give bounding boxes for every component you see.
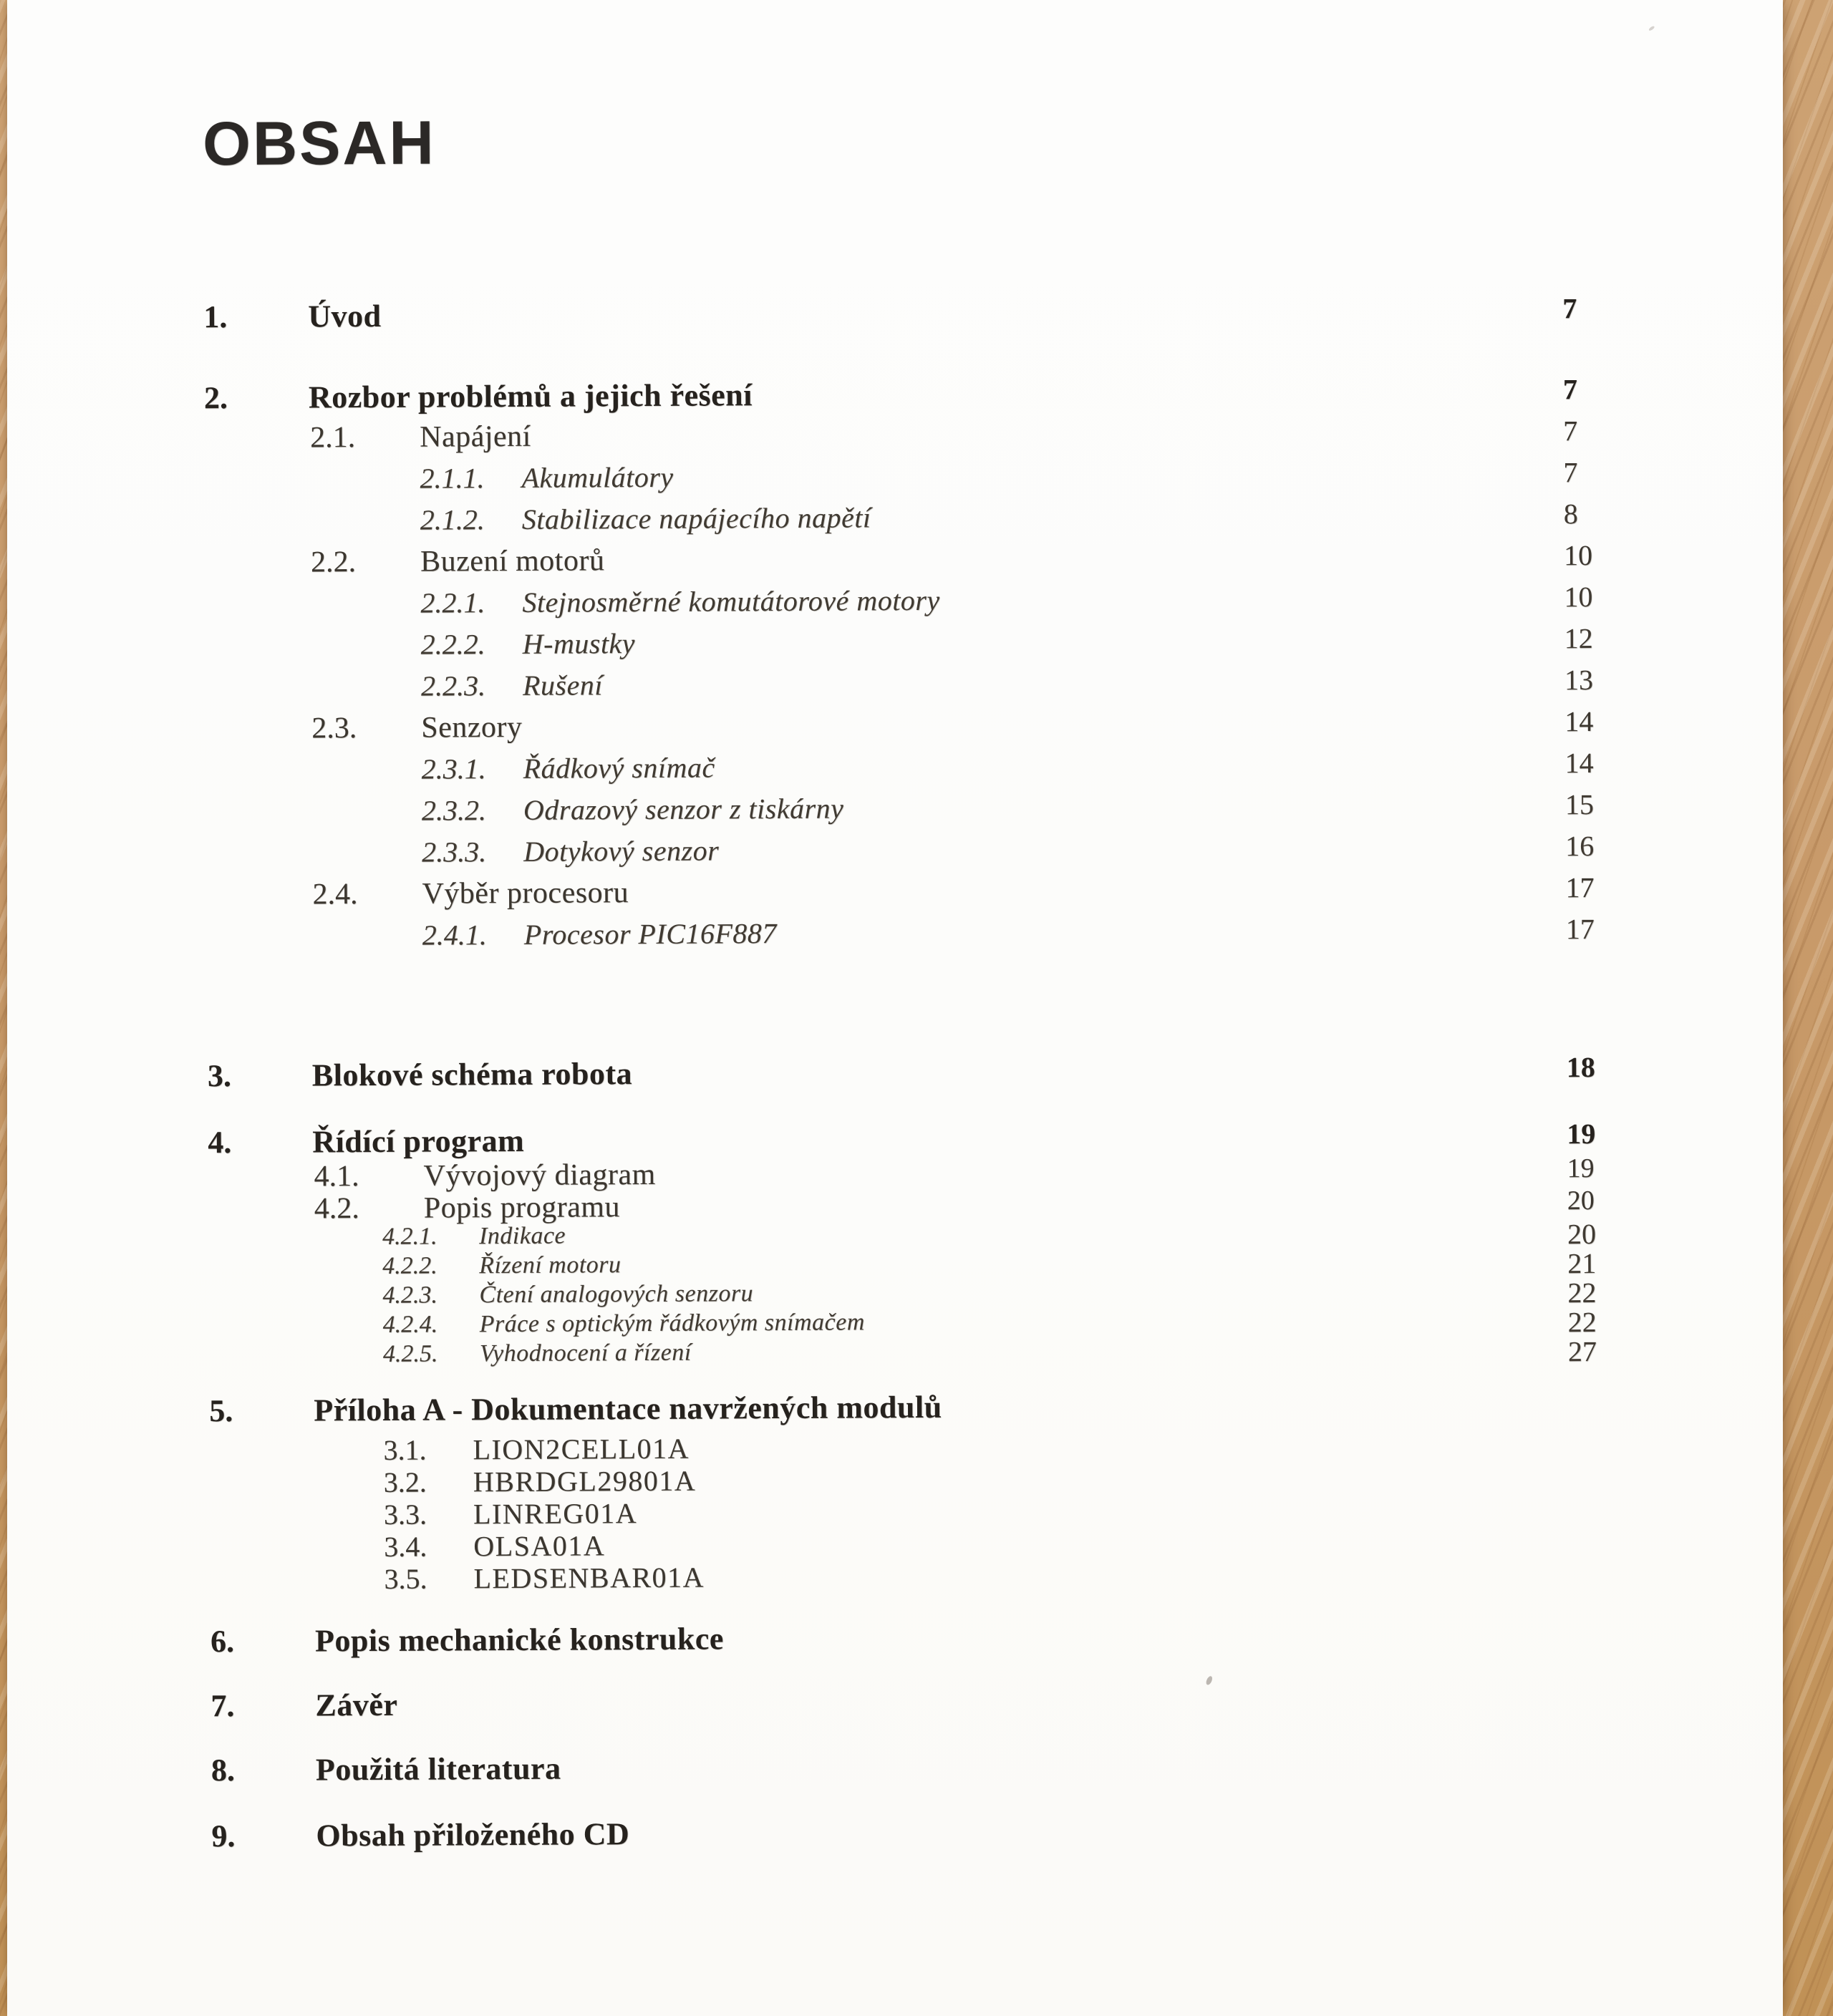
toc-entry-label: Stejnosměrné komutátorové motory (522, 583, 940, 619)
toc-entry-page: 17 (1565, 913, 1595, 946)
toc-entry-number: 2.2.3. (420, 669, 486, 702)
toc-entry-page: 10 (1564, 581, 1593, 614)
toc-entry-page: 14 (1564, 705, 1594, 738)
toc-entry-number: 8. (211, 1753, 236, 1788)
toc-entry-number: 9. (211, 1818, 236, 1854)
toc-entry-number: 5. (209, 1393, 233, 1429)
toc-entry-label: Závěr (315, 1687, 398, 1723)
toc-entry-label: Akumulátory (521, 460, 674, 494)
toc-entry-label: Blokové schéma robota (311, 1056, 633, 1093)
toc-entry-label: Senzory (421, 710, 523, 745)
toc-entry-page: 20 (1567, 1186, 1595, 1216)
toc-entry-label: Dotykový senzor (523, 834, 720, 868)
toc-entry-page: 8 (1563, 498, 1578, 530)
toc-entry-page: 27 (1567, 1335, 1597, 1368)
toc-entry-label: Použitá literatura (315, 1750, 561, 1788)
toc-entry-label: Příloha A - Dokumentace navržených modulů (314, 1389, 942, 1428)
toc-entry-page: 19 (1567, 1153, 1595, 1184)
toc-entry-number: 2.2.1. (420, 586, 485, 619)
toc-entry-label: Práce s optickým řádkovým snímačem (479, 1309, 865, 1338)
toc-entry-label: Napájení (420, 420, 531, 454)
toc-entry-page: 7 (1562, 292, 1577, 325)
toc-entry-label: Indikace (478, 1222, 566, 1250)
toc-entry-number: 3.3. (383, 1498, 427, 1531)
toc-entry-label: LION2CELL01A (473, 1432, 690, 1466)
toc-entry-number: 3.5. (384, 1562, 427, 1595)
toc-entry-number: 2.2. (310, 546, 357, 579)
page-title: OBSAH (202, 108, 436, 179)
toc-entry-label: Popis mechanické konstrukce (314, 1621, 724, 1659)
toc-entry-number: 2.4.1. (422, 919, 487, 951)
toc-entry-page: 14 (1564, 747, 1594, 780)
toc-entry-label: Rozbor problémů a jejich řešení (308, 377, 753, 415)
toc-entry-page: 7 (1563, 456, 1578, 489)
toc-entry-number: 3.4. (384, 1530, 427, 1563)
toc-entry-page: 10 (1563, 539, 1593, 572)
toc-entry (13, 1050, 1789, 1100)
toc-entry-label: Obsah přiloženého CD (316, 1816, 630, 1853)
toc-entry-number: 2. (203, 380, 228, 416)
toc-entry-number: 4. (208, 1125, 232, 1160)
toc-entry-label: Řídící program (312, 1123, 525, 1160)
toc-entry-number: 4.2.3. (382, 1281, 438, 1309)
toc-entry-number: 4.1. (314, 1160, 359, 1193)
toc-entry-number: 3.2. (383, 1465, 427, 1498)
toc-entry-label: Výběr procesoru (422, 876, 629, 911)
toc-entry-label: Odrazový senzor z tiskárny (523, 792, 844, 826)
toc-entry-label: HBRDGL29801A (473, 1464, 697, 1498)
toc-entry-label: LINREG01A (473, 1497, 638, 1531)
toc-entry-page: 16 (1565, 830, 1595, 863)
scan-speck (1648, 25, 1655, 31)
toc-entry-number: 1. (203, 299, 228, 335)
toc-entry-number: 2.2.2. (420, 628, 485, 661)
toc-entry (16, 1744, 1792, 1795)
toc-entry-number: 4.2.5. (382, 1340, 438, 1367)
toc-entry-label: OLSA01A (473, 1529, 606, 1563)
toc-entry (16, 1615, 1791, 1666)
toc-entry-page: 13 (1564, 664, 1594, 697)
toc-entry-label: Řízení motoru (479, 1251, 622, 1279)
toc-entry-label: Procesor PIC16F887 (523, 917, 777, 951)
toc-entry-page: 22 (1567, 1306, 1597, 1339)
toc-entry-label: Úvod (308, 298, 382, 334)
toc-entry-page: 22 (1567, 1276, 1597, 1309)
toc-entry-label: Řádkový snímač (523, 751, 715, 785)
toc-entry (9, 291, 1784, 341)
toc-entry-page: 19 (1567, 1118, 1596, 1150)
toc-entry-number: 2.1.2. (420, 503, 485, 536)
toc-entry-number: 2.1. (310, 421, 356, 455)
toc-entry-label: Vyhodnocení a řízení (479, 1339, 692, 1367)
toc-list (9, 291, 1792, 1861)
toc-entry-number: 4.2. (314, 1192, 359, 1226)
toc-entry-number: 4.2.2. (382, 1252, 437, 1279)
toc-entry-number: 4.2.1. (382, 1223, 437, 1250)
toc-entry-label: Buzení motorů (420, 544, 605, 578)
toc-entry (16, 1680, 1791, 1730)
toc-entry-label: Popis programu (423, 1191, 621, 1225)
toc-entry-number: 3.1. (383, 1433, 427, 1466)
toc-entry-number: 2.1.1. (420, 462, 485, 495)
toc-entry-label: LEDSENBAR01A (473, 1561, 705, 1595)
toc-entry-label: H-mustky (522, 627, 636, 660)
toc-entry-number: 3. (207, 1058, 231, 1094)
toc-entry-page: 15 (1564, 788, 1595, 821)
toc-entry-number: 2.3.3. (422, 835, 487, 868)
toc-entry-number: 2.3.2. (421, 794, 487, 827)
toc-entry-label: Vývojový diagram (423, 1158, 656, 1193)
toc-entry-label: Stabilizace napájecího napětí (521, 501, 871, 536)
toc-entry-number: 2.4. (312, 878, 358, 911)
scanned-page (7, 0, 1783, 2016)
toc-entry-label: Rušení (522, 669, 604, 702)
toc-entry-number: 2.3. (311, 712, 357, 745)
toc-entry (16, 1810, 1792, 1861)
toc-entry-page: 7 (1563, 415, 1578, 447)
toc-entry-number: 6. (210, 1624, 235, 1659)
toc-entry-page: 12 (1564, 622, 1593, 655)
toc-entry-page: 21 (1567, 1247, 1597, 1280)
toc-entry-number: 4.2.4. (382, 1311, 438, 1338)
toc-entry-page: 18 (1566, 1051, 1595, 1084)
toc-entry-label: Čtení analogových senzoru (479, 1280, 754, 1309)
toc-entry-number: 7. (211, 1688, 235, 1724)
toc-entry-number: 2.3.1. (421, 752, 486, 785)
toc-entry-page: 7 (1562, 373, 1577, 406)
page-content (7, 0, 1794, 2016)
toc-entry (12, 911, 1788, 962)
toc-entry-page: 20 (1567, 1218, 1597, 1251)
toc-entry-page: 17 (1565, 871, 1595, 904)
